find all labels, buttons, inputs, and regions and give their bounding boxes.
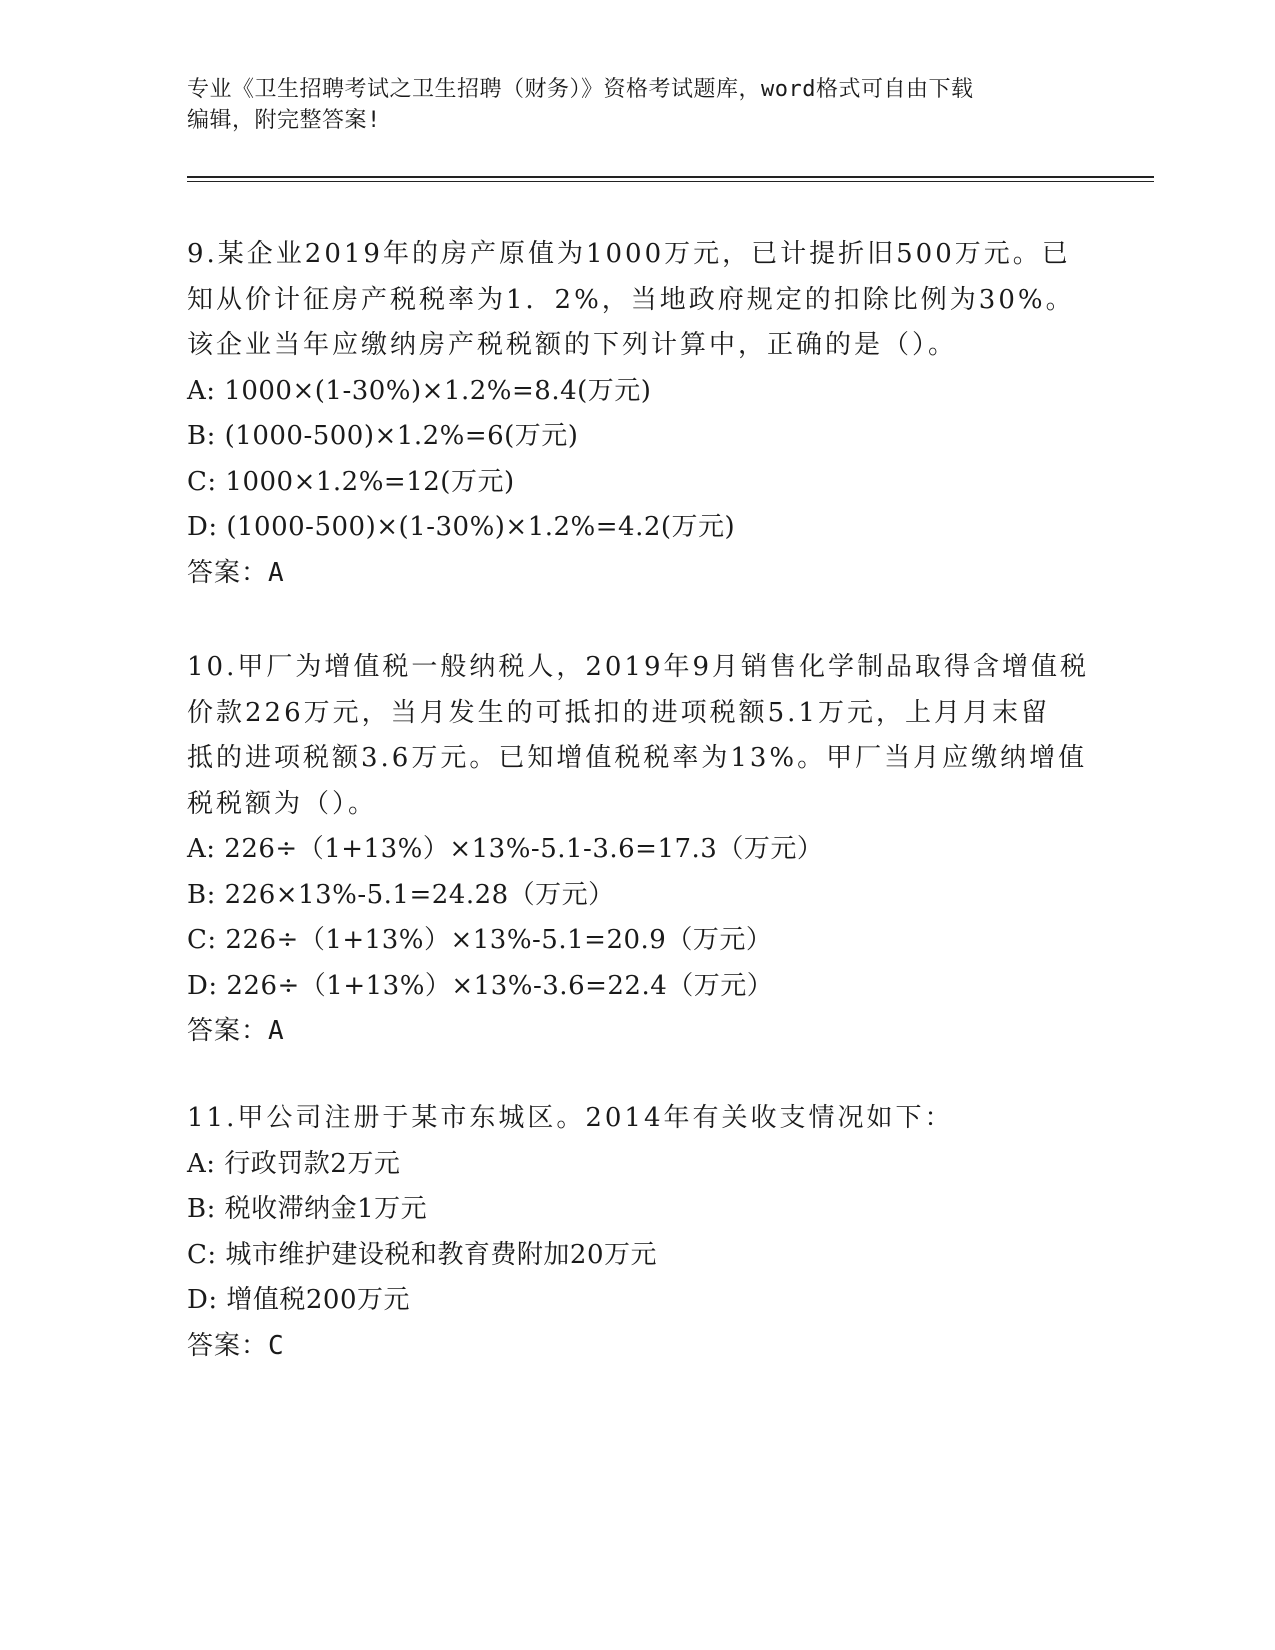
option-c: C: 城市维护建设税和教育费附加20万元 — [187, 1239, 658, 1270]
option-c: C: 1000×1.2%=12(万元) — [187, 466, 515, 497]
question-stem-line: 10.甲厂为增值税一般纳税人，2019年9月销售化学制品取得含增值税 — [187, 652, 1090, 682]
header-line-1: 专业《卫生招聘考试之卫生招聘（财务）》资格考试题库，word格式可自由下载 — [187, 77, 974, 102]
question-9 — [187, 232, 1087, 596]
option-b: B: 226×13%-5.1=24.28（万元） — [187, 879, 615, 910]
option-d: D: 226÷（1+13%）×13%-3.6=22.4（万元） — [187, 970, 774, 1001]
header-divider-thin — [187, 181, 1154, 182]
answer: 答案：A — [187, 557, 285, 588]
question-stem-line: 价款226万元，当月发生的可抵扣的进项税额5.1万元，上月月末留 — [187, 697, 1050, 728]
answer: 答案：C — [187, 1330, 285, 1361]
option-a: A: 行政罚款2万元 — [187, 1148, 401, 1179]
question-10 — [187, 645, 1090, 1055]
question-stem-line: 抵的进项税额3.6万元。已知增值税税率为13%。甲厂当月应缴纳增值 — [187, 743, 1088, 773]
option-d: D: 增值税200万元 — [187, 1285, 410, 1315]
question-stem-line: 11.甲公司注册于某市东城区。2014年有关收支情况如下： — [187, 1103, 954, 1133]
question-stem-line: 税税额为（）。 — [187, 788, 378, 819]
option-a: A: 226÷（1+13%）×13%-5.1-3.6=17.3（万元） — [187, 834, 824, 864]
question-11 — [187, 1096, 1087, 1369]
question-stem-line: 该企业当年应缴纳房产税税额的下列计算中，正确的是（）。 — [187, 330, 958, 360]
option-a: A: 1000×(1-30%)×1.2%=8.4(万元) — [187, 375, 652, 406]
document-header — [187, 74, 1087, 136]
option-b: B: (1000-500)×1.2%=6(万元) — [187, 421, 579, 451]
question-stem-line: 9.某企业2019年的房产原值为1000万元，已计提折旧500万元。已 — [187, 239, 1071, 269]
header-divider-thick — [187, 176, 1154, 178]
question-stem-line: 知从价计征房产税税率为1．2%，当地政府规定的扣除比例为30%。 — [187, 284, 1075, 315]
option-b: B: 税收滞纳金1万元 — [187, 1194, 428, 1224]
option-d: D: (1000-500)×(1-30%)×1.2%=4.2(万元) — [187, 512, 736, 542]
header-line-2: 编辑，附完整答案! — [187, 108, 381, 133]
option-c: C: 226÷（1+13%）×13%-5.1=20.9（万元） — [187, 925, 773, 955]
answer: 答案：A — [187, 1016, 285, 1046]
